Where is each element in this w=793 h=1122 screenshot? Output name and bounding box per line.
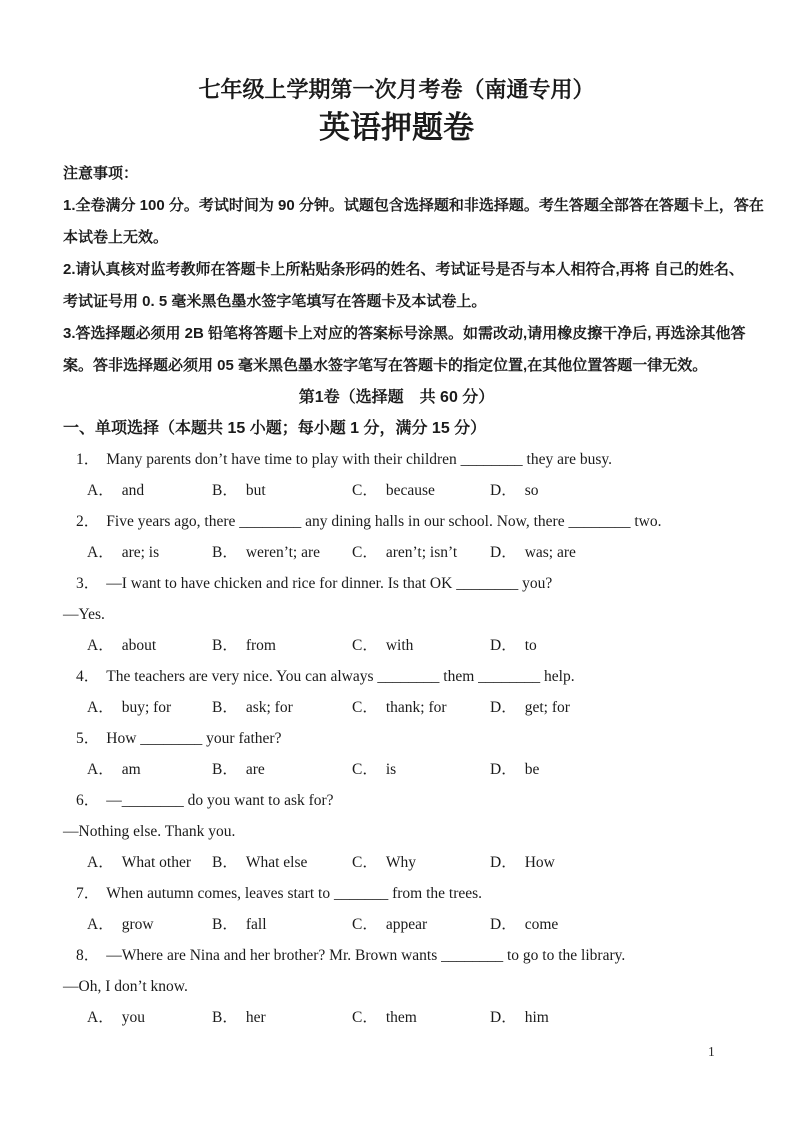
question-number: 8． bbox=[76, 947, 100, 964]
question-text: When autumn comes, leaves start to _______ from the trees. bbox=[106, 885, 483, 902]
option-text: Why bbox=[385, 854, 416, 871]
option-label: B． bbox=[212, 761, 238, 778]
option-d bbox=[490, 475, 539, 506]
option-label: A． bbox=[87, 916, 114, 933]
question-follow-line: —Oh, I don’t know. bbox=[63, 978, 188, 995]
option-b bbox=[212, 1002, 266, 1033]
option-label: C． bbox=[352, 637, 378, 654]
question-number: 6． bbox=[76, 792, 100, 809]
option-a bbox=[87, 1002, 145, 1033]
option-text: from bbox=[245, 637, 276, 654]
option-label: A． bbox=[87, 637, 114, 654]
page-subtitle: 英语押题卷 bbox=[319, 110, 474, 145]
question-number: 4． bbox=[76, 668, 100, 685]
option-label: D． bbox=[490, 637, 517, 654]
question-follow-line: —Yes. bbox=[63, 606, 105, 623]
option-text: so bbox=[524, 482, 539, 499]
options-row bbox=[63, 847, 730, 878]
option-text: buy; for bbox=[121, 699, 172, 716]
option-label: D． bbox=[490, 854, 517, 871]
option-d bbox=[490, 754, 539, 785]
part1-heading: 第1卷（选择题 共 60 分） bbox=[298, 389, 495, 406]
option-text: and bbox=[121, 482, 145, 499]
option-a bbox=[87, 754, 141, 785]
question-stem bbox=[63, 940, 730, 971]
options-row bbox=[63, 630, 730, 661]
options-row bbox=[63, 692, 730, 723]
option-label: D． bbox=[490, 699, 517, 716]
option-a bbox=[87, 630, 156, 661]
question-text: —I want to have chicken and rice for dinner. Is that OK ________ you? bbox=[106, 575, 553, 592]
option-label: B． bbox=[212, 699, 238, 716]
option-c bbox=[352, 630, 413, 661]
option-d bbox=[490, 630, 537, 661]
option-text: weren’t; are bbox=[245, 544, 320, 561]
option-b bbox=[212, 537, 320, 568]
option-label: B． bbox=[212, 1009, 238, 1026]
option-b bbox=[212, 754, 265, 785]
option-label: B． bbox=[212, 544, 238, 561]
option-c bbox=[352, 1002, 417, 1033]
option-text: What else bbox=[245, 854, 308, 871]
option-label: D． bbox=[490, 761, 517, 778]
option-b bbox=[212, 475, 266, 506]
option-label: C． bbox=[352, 1009, 378, 1026]
option-label: B． bbox=[212, 482, 238, 499]
option-text: What other bbox=[121, 854, 191, 871]
notice-line: 本试卷上无效。 bbox=[63, 229, 169, 246]
option-label: A． bbox=[87, 761, 114, 778]
option-text: her bbox=[245, 1009, 266, 1026]
notice-line: 考试证号用 0. 5 毫米黑色墨水签字笔填写在答题卡及本试卷上。 bbox=[63, 293, 487, 310]
option-label: D． bbox=[490, 544, 517, 561]
question-stem bbox=[63, 878, 730, 909]
option-label: A． bbox=[87, 544, 114, 561]
option-text: are; is bbox=[121, 544, 160, 561]
option-label: C． bbox=[352, 482, 378, 499]
option-text: was; are bbox=[524, 544, 576, 561]
option-text: about bbox=[121, 637, 157, 654]
question-text: Many parents don’t have time to play with their children ________ they are busy. bbox=[106, 451, 613, 468]
question-stem bbox=[63, 568, 730, 599]
question-stem bbox=[63, 444, 730, 475]
option-label: B． bbox=[212, 854, 238, 871]
option-c bbox=[352, 909, 427, 940]
question-number: 7． bbox=[76, 885, 100, 902]
option-text: to bbox=[524, 637, 537, 654]
option-b bbox=[212, 909, 267, 940]
notice-line: 案。答非选择题必须用 05 毫米黑色墨水签字笔写在答题卡的指定位置,在其他位置答题一律无效。 bbox=[63, 357, 708, 374]
notice-line: 3.答选择题必须用 2B 铅笔将答题卡上对应的答案标号涂黑。如需改动,请用橡皮擦干净后, 再选涂其他答 bbox=[63, 325, 746, 342]
question-text: The teachers are very nice. You can always ________ them ________ help. bbox=[106, 668, 575, 685]
option-text: get; for bbox=[524, 699, 570, 716]
option-text: am bbox=[121, 761, 141, 778]
notices-section bbox=[63, 158, 764, 382]
option-label: C． bbox=[352, 916, 378, 933]
option-label: A． bbox=[87, 1009, 114, 1026]
option-label: C． bbox=[352, 699, 378, 716]
option-text: but bbox=[245, 482, 266, 499]
question-text: Five years ago, there ________ any dining halls in our school. Now, there ________ two. bbox=[106, 513, 662, 530]
question-stem bbox=[63, 723, 730, 754]
page-title: 七年级上学期第一次月考卷（南通专用） bbox=[198, 77, 595, 102]
option-text: come bbox=[524, 916, 559, 933]
notice-line: 1.全卷满分 100 分。考试时间为 90 分钟。试题包含选择题和非选择题。考生答题全部答在答题卡上，答在 bbox=[63, 197, 764, 214]
option-a bbox=[87, 909, 154, 940]
option-text: appear bbox=[385, 916, 428, 933]
option-text: you bbox=[121, 1009, 145, 1026]
notices-list bbox=[63, 190, 764, 382]
option-d bbox=[490, 909, 558, 940]
option-label: C． bbox=[352, 544, 378, 561]
option-c bbox=[352, 847, 416, 878]
option-label: C． bbox=[352, 854, 378, 871]
option-d bbox=[490, 537, 576, 568]
option-label: A． bbox=[87, 699, 114, 716]
options-row bbox=[63, 754, 730, 785]
question-text: —Where are Nina and her brother? Mr. Brown wants ________ to go to the library. bbox=[106, 947, 626, 964]
option-text: How bbox=[524, 854, 555, 871]
option-text: fall bbox=[245, 916, 267, 933]
question-text: —________ do you want to ask for? bbox=[106, 792, 334, 809]
question-text: How ________ your father? bbox=[106, 730, 282, 747]
question-number: 3． bbox=[76, 575, 100, 592]
question-number: 5． bbox=[76, 730, 100, 747]
option-b bbox=[212, 692, 293, 723]
option-text: ask; for bbox=[245, 699, 293, 716]
option-label: C． bbox=[352, 761, 378, 778]
option-text: aren’t; isn’t bbox=[385, 544, 458, 561]
option-label: D． bbox=[490, 916, 517, 933]
notices-heading: 注意事项： bbox=[63, 165, 139, 182]
option-c bbox=[352, 537, 457, 568]
option-c bbox=[352, 754, 396, 785]
options-row bbox=[63, 537, 730, 568]
option-text: with bbox=[385, 637, 414, 654]
options-row bbox=[63, 1002, 730, 1033]
option-text: thank; for bbox=[385, 699, 447, 716]
option-label: D． bbox=[490, 1009, 517, 1026]
question-stem bbox=[63, 506, 730, 537]
option-label: B． bbox=[212, 637, 238, 654]
question-number: 1． bbox=[76, 451, 100, 468]
options-row bbox=[63, 909, 730, 940]
notice-line: 2.请认真核对监考教师在答题卡上所粘贴条形码的姓名、考试证号是否与本人相符合,再将 自己的姓名、 bbox=[63, 261, 744, 278]
option-text: be bbox=[524, 761, 540, 778]
question-stem bbox=[63, 785, 730, 816]
question-number: 2． bbox=[76, 513, 100, 530]
option-text: is bbox=[385, 761, 397, 778]
option-label: D． bbox=[490, 482, 517, 499]
question-follow-line: —Nothing else. Thank you. bbox=[63, 823, 236, 840]
option-a bbox=[87, 475, 144, 506]
option-a bbox=[87, 692, 171, 723]
option-label: A． bbox=[87, 482, 114, 499]
page-number: 1 bbox=[708, 1044, 715, 1059]
option-c bbox=[352, 475, 435, 506]
option-d bbox=[490, 692, 570, 723]
option-label: A． bbox=[87, 854, 114, 871]
option-text: them bbox=[385, 1009, 417, 1026]
option-a bbox=[87, 847, 191, 878]
option-label: B． bbox=[212, 916, 238, 933]
option-d bbox=[490, 847, 555, 878]
question-stem bbox=[63, 661, 730, 692]
option-b bbox=[212, 630, 276, 661]
options-row bbox=[63, 475, 730, 506]
option-text: are bbox=[245, 761, 265, 778]
option-b bbox=[212, 847, 307, 878]
option-d bbox=[490, 1002, 549, 1033]
option-text: because bbox=[385, 482, 435, 499]
option-c bbox=[352, 692, 447, 723]
option-text: grow bbox=[121, 916, 154, 933]
option-text: him bbox=[524, 1009, 549, 1026]
section1-heading: 一、单项选择（本题共 15 小题；每小题 1 分，满分 15 分） bbox=[63, 420, 487, 437]
questions-list bbox=[63, 444, 730, 1033]
option-a bbox=[87, 537, 159, 568]
